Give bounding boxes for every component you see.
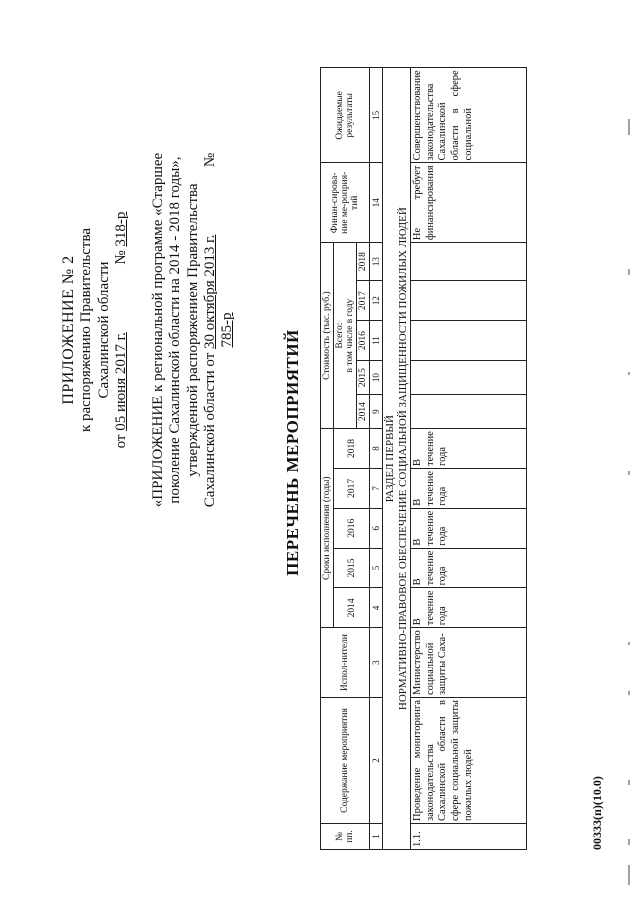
header-terms: Сроки исполнения (годы) [321,429,334,628]
header-year-2018: 2018 [334,429,370,469]
header-executors: Испол-нители [321,628,370,698]
program-appendix-line-2: Сахалинской области на 2014 - 2018 годы», [167,156,184,434]
section-row [383,68,411,850]
col-num: 11 [370,321,383,361]
appendix-ot: от [112,434,129,449]
cost-year-2018: 2018 [357,243,370,281]
col-num: 6 [370,508,383,548]
header-results: Ожидаемые результаты [321,68,370,163]
header-cost: Стоимость (тыс. руб.) [321,243,334,429]
header-year-2015: 2015 [334,548,370,588]
row-cost-2017 [411,281,527,321]
program-appendix-header [150,150,236,510]
header-financing: Финан-сирова-ние ме-роприя-тий [321,163,370,243]
row-content: Проведение мониторинга законодательства Сахалинской области в сфере социальной защиты пожилых людей [411,698,527,824]
row-num: 1.1. [411,824,527,850]
header-total-label: Всего: [335,322,345,349]
column-numbers-row [370,68,383,850]
cost-year-2017: 2017 [357,281,370,321]
col-num: 14 [370,163,383,243]
program-appendix-number: 785-р [219,312,235,348]
row-result: Совершенствование законодательства Сахалинской области в сфере социальной [411,68,527,163]
appendix-number: 318-р [112,211,129,247]
header-year-2014: 2014 [334,588,370,628]
col-num: 4 [370,588,383,628]
table-row [411,68,527,850]
row-term-2018: В течение года [411,429,527,469]
appendix-line-2: Сахалинской области [95,261,112,399]
header-year-2017: 2017 [334,468,370,508]
row-term-2015: В течение года [411,548,527,588]
col-num: 10 [370,361,383,395]
appendix-no: № [112,250,129,265]
appendix-title: ПРИЛОЖЕНИЕ № 2 [60,255,77,405]
program-appendix-line-3: утвержденной распоряжением Правительства [184,183,201,477]
header-including-label: в том числе в году [345,298,355,373]
program-appendix-date: 30 октября 2013 г. [201,234,218,349]
col-num: 5 [370,548,383,588]
col-num: 1 [370,824,383,850]
program-appendix-title: «ПРИЛОЖЕНИЕ [150,395,166,508]
appendix-header [60,180,130,480]
program-appendix-line-4: Сахалинской области [201,370,218,508]
row-cost-2015 [411,361,527,395]
row-financing: Не требует финансирования [411,163,527,243]
col-num: 13 [370,243,383,281]
section-subtitle: НОРМАТИВНО-ПРАВОВОЕ ОБЕСПЕЧЕНИЕ СОЦИАЛЬНОЙ ЗАЩИЩЕННОСТИ ПОЖИЛЫХ ЛЮДЕЙ [396,207,409,711]
list-title: ПЕРЕЧЕНЬ МЕРОПРИЯТИЙ [283,329,302,576]
document-code: 00333(п)(10.0) [590,776,604,850]
header-content: Содержание мероприятия [321,698,370,824]
appendix-date: 05 июня 2017 г. [112,332,129,431]
row-cost-2016 [411,321,527,361]
row-term-2017: В течение года [411,468,527,508]
col-num: 12 [370,281,383,321]
header-year-2016: 2016 [334,508,370,548]
col-num: 9 [370,395,383,429]
header-total [334,243,357,429]
program-appendix-line-1: к региональной программе «Старшее поколение [150,152,184,504]
program-appendix-no: № [201,152,218,168]
appendix-line-1: к распоряжению Правительства [78,228,95,433]
col-num: 8 [370,429,383,469]
col-num: 15 [370,68,383,163]
section-title: РАЗДЕЛ ПЕРВЫЙ [384,415,396,503]
row-cost-2014 [411,395,527,429]
measures-table [320,67,527,850]
header-num: № пп. [321,824,370,850]
col-num: 7 [370,468,383,508]
col-num: 2 [370,698,383,824]
cost-year-2015: 2015 [357,361,370,395]
row-cost-2018 [411,243,527,281]
scan-edge-marks [624,0,634,905]
cost-year-2014: 2014 [357,395,370,429]
row-term-2016: В течение года [411,508,527,548]
row-term-2014: В течение года [411,588,527,628]
program-appendix-ot: от [201,352,218,367]
cost-year-2016: 2016 [357,321,370,361]
row-executor: Министерство социальной защиты Саха- [411,628,527,698]
col-num: 3 [370,628,383,698]
